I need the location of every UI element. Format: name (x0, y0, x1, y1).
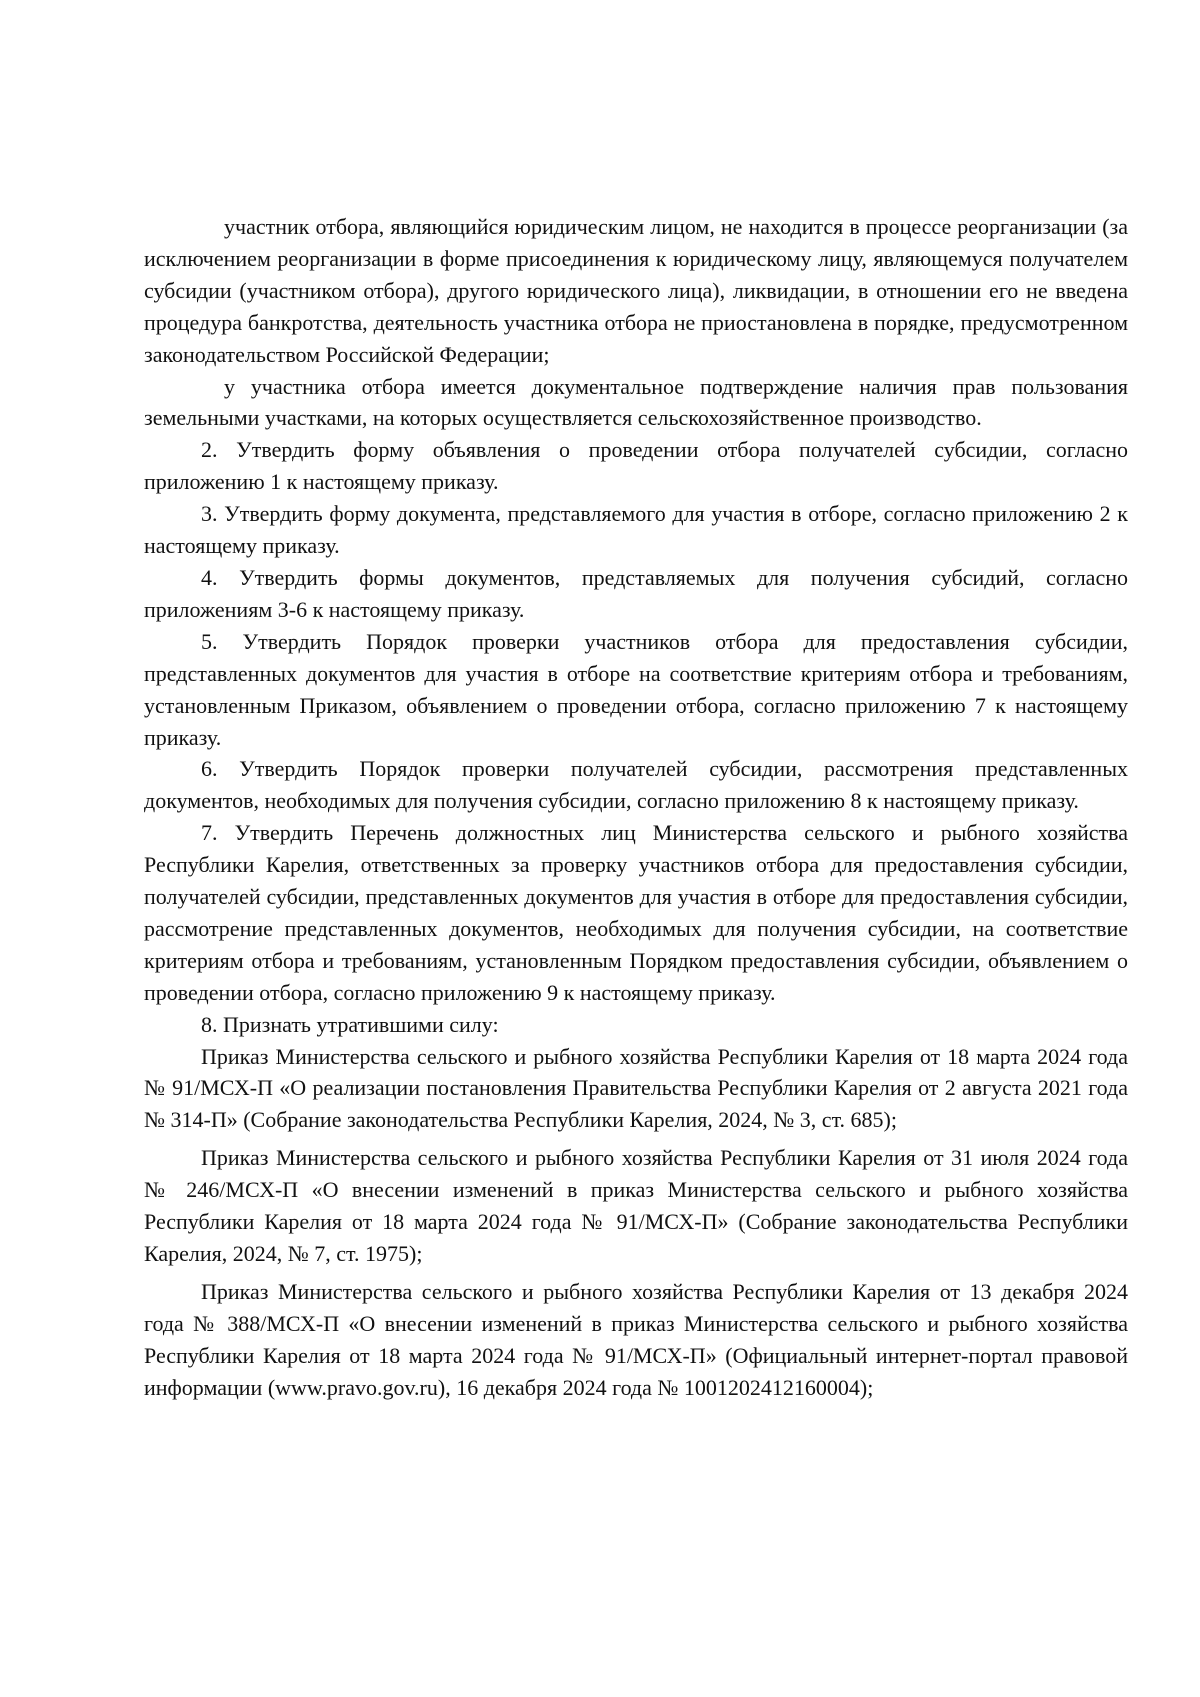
paragraph-item-3: 3. Утвердить форму документа, представляемого для участия в отборе, согласно приложению 2 к настоящему приказу. (144, 501, 1128, 559)
paragraph-repealed-order-388: Приказ Министерства сельского и рыбного хозяйства Республики Карелия от 13 декабря 2024 года № 388/МСХ-П «О внесении изменений в приказ Министерства сельского и рыбного хозяйства Республики Карелия от 18 марта 2024 года № 91/МСХ-П» (Официальный интернет-портал правовой информации (www.pravo.gov.ru), 16 декабря 2024 года № 1001202412160004); (144, 1278, 1128, 1400)
paragraph-item-4: 4. Утвердить формы документов, представляемых для получения субсидий, согласно приложениям 3-6 к настоящему приказу. (144, 564, 1128, 622)
document-body (144, 211, 1128, 1404)
paragraph-item-8: 8. Признать утратившими силу: (201, 1011, 499, 1037)
paragraph-item-7: 7. Утвердить Перечень должностных лиц Министерства сельского и рыбного хозяйства Республики Карелия, ответственных за проверку участников отбора для предоставления субсидии, получателей субсидии, представленных документов для участия в отборе для предоставления субсидии, рассмотрение представленных документов, необходимых для получения субсидии, на соответствие критериям отбора и требованиям, установленным Порядком предоставления субсидии, объявлением о проведении отбора, согласно приложению 9 к настоящему приказу. (144, 820, 1128, 1005)
paragraph-item-2: 2. Утвердить форму объявления о проведении отбора получателей субсидии, согласно приложению 1 к настоящему приказу. (144, 437, 1128, 495)
paragraph-item-6: 6. Утвердить Порядок проверки получателей субсидии, рассмотрения представленных документов, необходимых для получения субсидии, согласно приложению 8 к настоящему приказу. (144, 756, 1128, 814)
paragraph-repealed-order-91: Приказ Министерства сельского и рыбного хозяйства Республики Карелия от 18 марта 2024 года № 91/МСХ-П «О реализации постановления Правительства Республики Карелия от 2 августа 2021 года № 314-П» (Собрание законодательства Республики Карелия, 2024, № 3, ст. 685); (144, 1043, 1128, 1133)
paragraph-repealed-order-246: Приказ Министерства сельского и рыбного хозяйства Республики Карелия от 31 июля 2024 года № 246/МСХ-П «О внесении изменений в приказ Министерства сельского и рыбного хозяйства Республики Карелия от 18 марта 2024 года № 91/МСХ-П» (Собрание законодательства Республики Карелия, 2024, № 7, ст. 1975); (144, 1145, 1128, 1266)
paragraph-legal-entity-status: участник отбора, являющийся юридическим лицом, не находится в процессе реорганизации (за исключением реорганизации в форме присоединения к юридическому лицу, являющемуся получателем субсидии (участником отбора), другого юридического лица), ликвидации, в отношении его не введена процедура банкротства, деятельность участника отбора не приостановлена в порядке, предусмотренном законодательством Российской Федерации; (144, 214, 1128, 367)
paragraph-item-5: 5. Утвердить Порядок проверки участников отбора для предоставления субсидии, представленных документов для участия в отборе на соответствие критериям отбора и требованиям, установленным Приказом, объявлением о проведении отбора, согласно приложению 7 к настоящему приказу. (144, 628, 1128, 750)
paragraph-land-rights: у участника отбора имеется документальное подтверждение наличия прав пользования земельными участками, на которых осуществляется сельскохозяйственное производство. (144, 373, 1128, 431)
